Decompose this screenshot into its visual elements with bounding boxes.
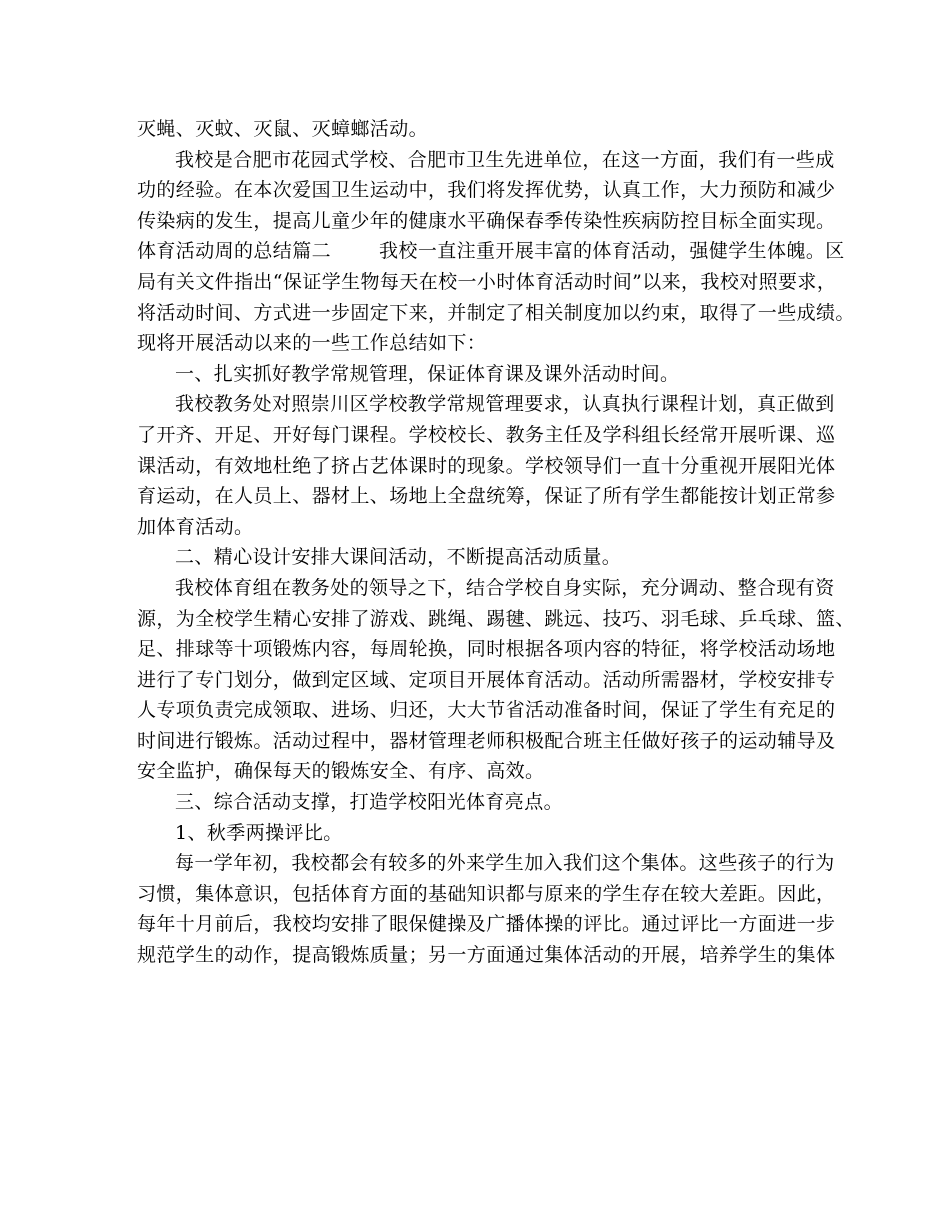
text-line: 规范学生的动作，提高锻炼质量；另一方面通过集体活动的开展，培养学生的集体: [137, 944, 836, 967]
text-line: 习惯，集体意识，包括体育方面的基础知识都与原来的学生存在较大差距。因此，: [137, 882, 836, 905]
section-heading-line: [137, 236, 845, 267]
paragraph-start-line: 我校体育组在教务处的领导之下，结合学校自身实际，充分调动、整合现有资: [175, 576, 835, 599]
subheading-line: 一、扎实抓好教学常规管理，保证体育课及课外活动时间。: [175, 362, 680, 385]
subheading-line: 三、综合活动支撑，打造学校阳光体育亮点。: [175, 791, 564, 814]
text-line: 现将开展活动以来的一些工作总结如下：: [137, 332, 487, 355]
text-line: 我校一直注重开展丰富的体育活动，强健学生体魄。区: [379, 240, 845, 263]
text-line: 灭蝇、灭蚊、灭鼠、灭蟑螂活动。: [137, 118, 429, 140]
text-line: 安全监护，确保每天的锻炼安全、有序、高效。: [137, 760, 545, 783]
text-line: 课活动，有效地杜绝了挤占艺体课时的现象。学校领导们一直十分重视开展阳光体: [137, 454, 836, 477]
text-line: 源，为全校学生精心安排了游戏、跳绳、踢毽、跳远、技巧、羽毛球、乒乓球、篮、: [137, 607, 855, 630]
section-heading: 体育活动周的总结篇二: [137, 240, 332, 263]
document-body: [137, 114, 855, 971]
paragraph-start-line: 我校教务处对照崇川区学校教学常规管理要求，认真执行课程计划，真正做到: [175, 393, 835, 416]
text-line: 足、排球等十项锻炼内容，每周轮换，同时根据各项内容的特征，将学校活动场地: [137, 638, 836, 661]
paragraph-start-line: 我校是合肥市花园式学校、合肥市卫生先进单位，在这一方面，我们有一些成: [175, 148, 835, 171]
text-line: 功的经验。在本次爱国卫生运动中，我们将发挥优势，认真工作，大力预防和减少: [137, 179, 836, 202]
text-line: 时间进行锻炼。活动过程中，器材管理老师积极配合班主任做好孩子的运动辅导及: [137, 729, 836, 752]
text-line: 将活动时间、方式进一步固定下来，并制定了相关制度加以约束，取得了一些成绩。: [137, 301, 855, 324]
subheading-line: 二、精心设计安排大课间活动，不断提高活动质量。: [175, 546, 622, 569]
text-line: 进行了专门划分，做到定区域、定项目开展体育活动。活动所需器材，学校安排专: [137, 668, 836, 691]
text-line: 人专项负责完成领取、进场、归还，大大节省活动准备时间，保证了学生有充足的: [137, 699, 836, 722]
text-line: 育运动，在人员上、器材上、场地上全盘统筹，保证了所有学生都能按计划正常参: [137, 485, 836, 508]
text-line: 了开齐、开足、开好每门课程。学校校长、教务主任及学科组长经常开展听课、巡: [137, 423, 836, 446]
text-line: 传染病的发生，提高儿童少年的健康水平确保春季传染性疾病防控目标全面实现。: [137, 209, 836, 232]
text-line: 加体育活动。: [137, 515, 254, 538]
text-line: 每年十月前后，我校均安排了眼保健操及广播体操的评比。通过评比一方面进一步: [137, 913, 836, 936]
text-line: 局有关文件指出“保证学生物每天在校一小时体育活动时间”以来，我校对照要求，: [137, 270, 837, 293]
subheading-line: 1、秋季两操评比。: [175, 821, 343, 844]
paragraph-start-line: 每一学年初，我校都会有较多的外来学生加入我们这个集体。这些孩子的行为: [175, 852, 835, 875]
